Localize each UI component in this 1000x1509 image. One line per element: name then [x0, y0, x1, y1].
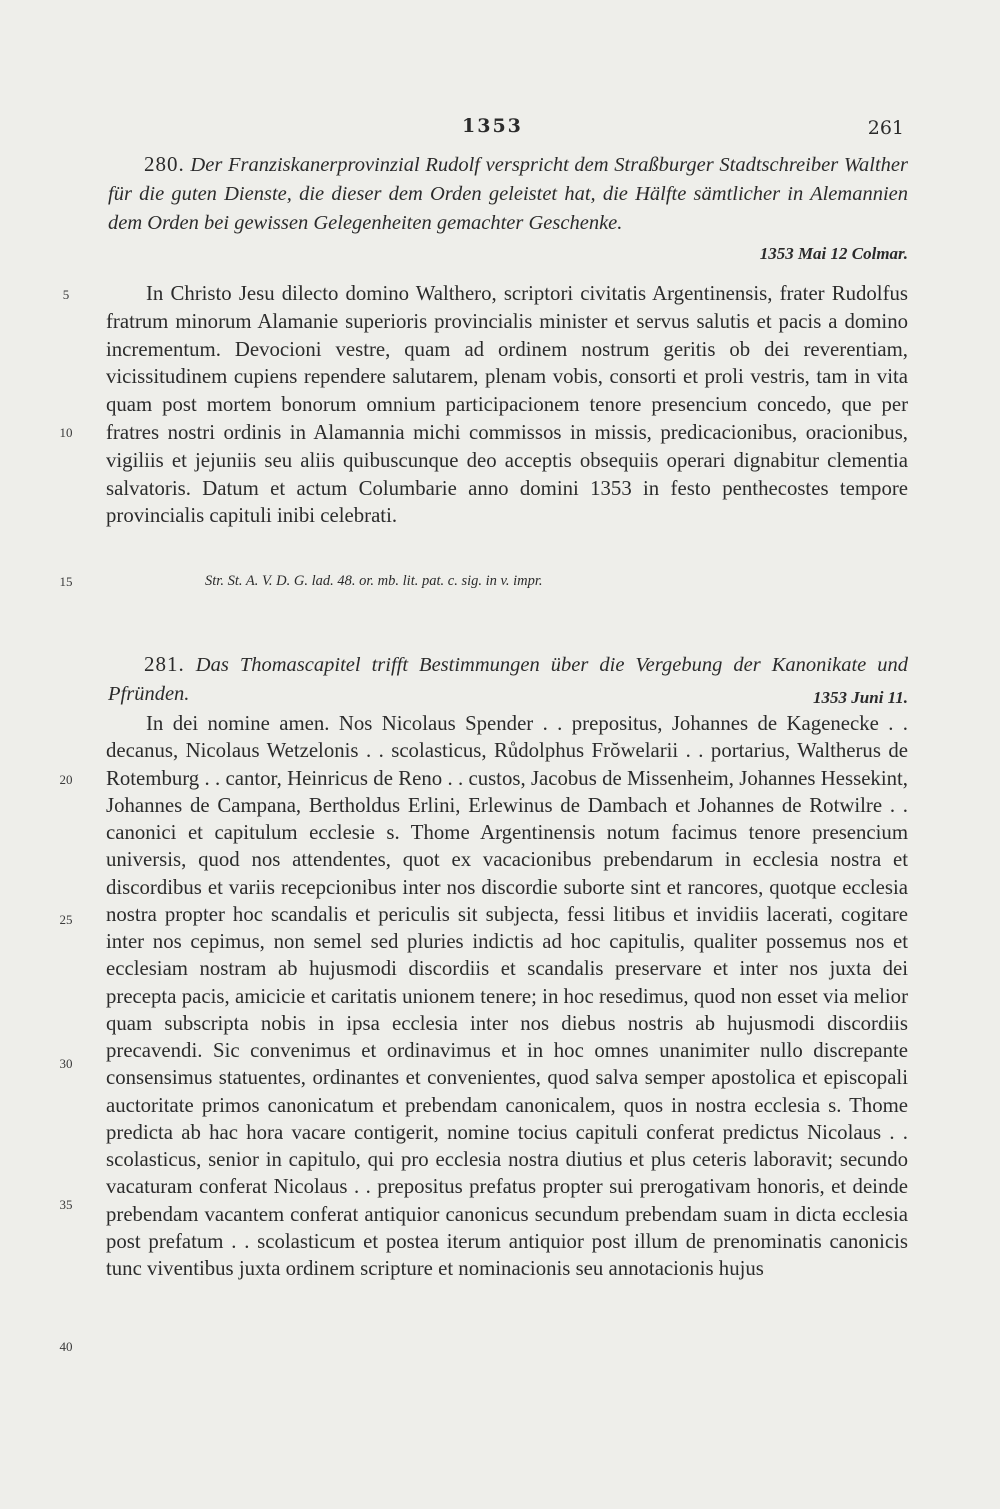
entry-281-number: 281.: [144, 652, 185, 676]
entry-280-number: 280.: [144, 152, 185, 176]
entry-281-dateline: 1353 Juni 11.: [813, 688, 908, 707]
entry-280-summary: Der Franziskanerprovinzial Rudolf verspricht dem Straßburger Stadtschreiber Walther für die guten Dienste, die dieser dem Orden geleistet hat, die Hälfte sämtlicher in Alemannien dem Orden bei gewissen Gelegenheiten gemachter Geschenke.: [108, 154, 909, 234]
line-number: 25: [59, 912, 73, 927]
entry-281-body: In dei nomine amen. Nos Nicolaus Spender . . prepositus, Johannes de Kagenecke . . decanus, Nicolaus Wetzelonis . . scolasticus, Růdolphus Frŏwelarii . . portarius, Waltherus de Rotemburg . . cantor, Heinricus de Reno . . custos, Jacobus de Missenheim, Johannes Hessekint, Johannes de Campana, Bertholdus Erlini, Erlewinus de Dambach et Johannes de Rotwilre . . canonici et capitulum ecclesie s. Thome Argentinensis notum facimus tenore presencium universis, quod nos attendentes, quot ex vacacionibus prebendarum in ecclesia nostra et discordibus et variis recepcionibus inter nos discordie suborte sint et rancores, quotque ecclesia nostra propter hoc scandalis et periculis sit subjecta, fessi litibus et invidiis lacerati, cogitare inter nos cepimus, non semel sed pluries indictis ad hoc capitulis, qualiter possemus nos et ecclesiam nostram ab hujusmodi discordiis et scandalis preservare et inter nos juxta dei precepta pacis, amicicie et caritatis unionem tenere; in hoc resedimus, quod non esset via melior quam subscripta nobis in ipsa ecclesia inter nos diebus nostris ab hujusmodi discordiis precavendi. Sic convenimus et ordinavimus et in hoc omnes unanimiter nullo discrepante consensimus statuentes, ordinantes et convenientes, quod salva semper apostolica et episcopali auctoritate primos canonicatum et prebendam canonicalem, quos in nostra ecclesia s. Thome predicta ab hac hora vacare contigerit, nomine tocius capituli conferat predictus Nicolaus . . scolasticus, senior in capitulo, qui pro ecclesia nostra diutius et plus ceteris laboravit; secundo vacaturam conferat Nicolaus . . prepositus prefatus propter sui prerogativam honoris, et deinde prebendam vacantem conferat antiquior canonicus secundum prebendam suam in dicta ecclesia post prefatum . . scolasticum et postea iterum antiquior post illum de prenominatis canonicis tunc viventibus juxta ordinem scripture et nominacionis seu annotacionis hujus: [106, 712, 908, 1280]
entry-280-source: Str. St. A. V. D. G. lad. 48. or. mb. lit. pat. c. sig. in v. impr.: [205, 573, 543, 589]
entry-280-dateline: 1353 Mai 12 Colmar.: [759, 244, 908, 263]
running-head: [0, 115, 1000, 145]
line-number: 10: [59, 425, 73, 440]
page-number: 261: [867, 117, 904, 139]
line-number: 40: [59, 1339, 73, 1354]
line-number: 30: [59, 1056, 73, 1071]
entry-281-summary: Das Thomascapitel trifft Bestimmungen über die Vergebung der Kanonikate und Pfründen.: [108, 654, 909, 705]
line-number: 35: [59, 1197, 73, 1212]
entry-280-body: In Christo Jesu dilecto domino Walthero, scriptori civitatis Argentinensis, frater Rudolfus fratrum minorum Alamanie superioris provincialis minister et servus salutis et pacis a domino incrementum. Devocioni vestre, quam ad ordinem nostrum geritis ob dei reverentiam, vicissitudinem cupiens rependere salutarem, plenam vobis, consorti et proli vestris, tam in vita quam post mortem bonorum omnium participacionem tenore presencium concedo, que per fratres nostri ordinis in Alamannia michi commissos in missis, predicacionibus, oracionibus, vigiliis et jejuniis seu aliis quibuscunque deo acceptis obsequiis operari dignabitur clementia salvatoris. Datum et actum Columbarie anno domini 1353 in festo penthecostes tempore provincialis capituli inibi celebrati.: [106, 282, 908, 528]
running-head-year: 1353: [462, 115, 523, 137]
line-number: 5: [62, 287, 70, 302]
entry-280-heading: [108, 150, 908, 238]
entry-281-heading: [108, 650, 908, 709]
line-number: 20: [59, 772, 73, 787]
line-number: 15: [59, 574, 73, 589]
